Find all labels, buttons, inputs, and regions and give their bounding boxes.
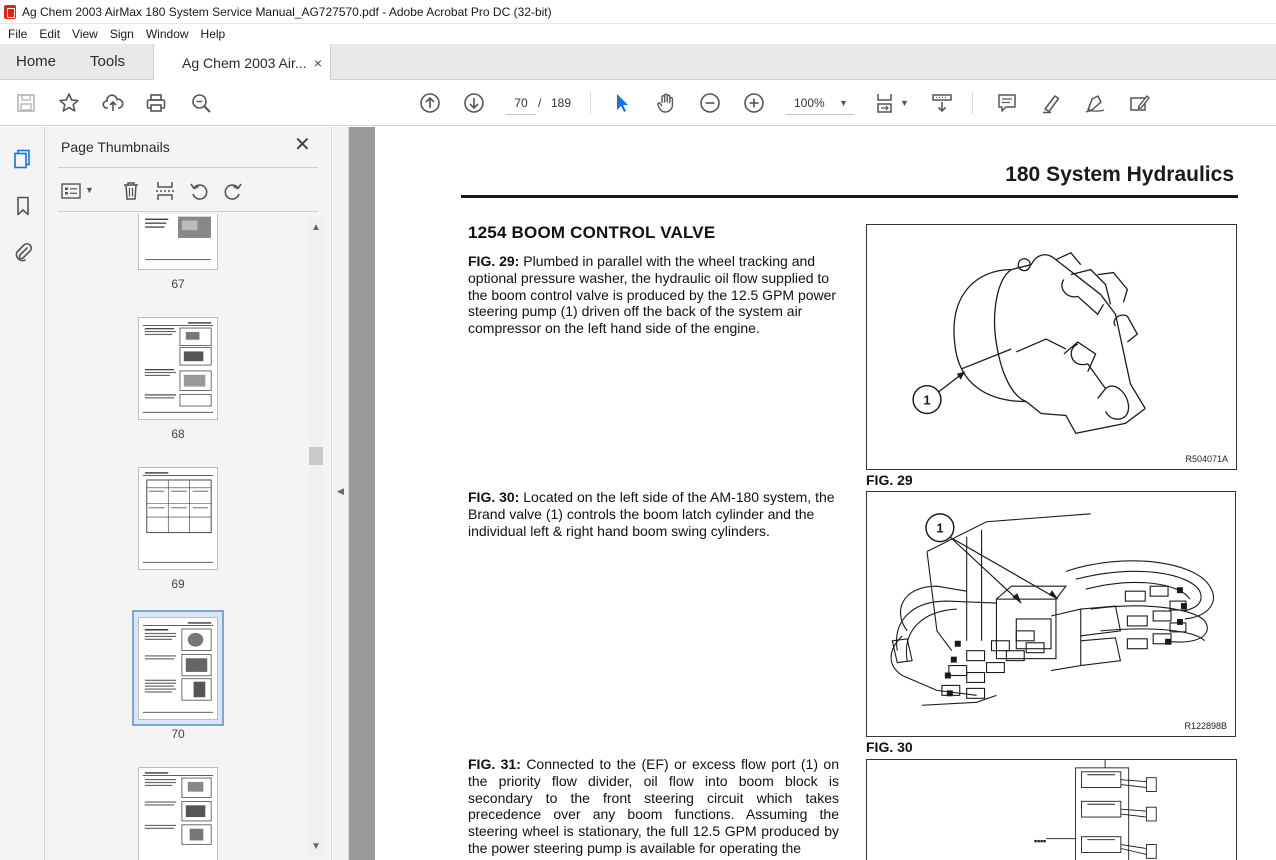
menu-file[interactable]: File	[8, 27, 28, 41]
thumbnail-list	[45, 214, 310, 860]
figure-29	[866, 224, 1237, 470]
star-icon[interactable]	[57, 91, 81, 115]
navigation-rail	[0, 127, 45, 860]
tab-home[interactable]: Home	[16, 53, 57, 70]
menu-help[interactable]: Help	[200, 27, 226, 41]
tab-tools[interactable]: Tools	[90, 53, 126, 70]
window-title: Ag Chem 2003 AirMax 180 System Service Manual_AG727570.pdf - Adobe Acrobat Pro DC (32-bit)	[22, 4, 552, 19]
comment-icon[interactable]	[995, 91, 1019, 115]
rotate-right-icon[interactable]	[221, 179, 245, 203]
draw-icon[interactable]	[1083, 91, 1107, 115]
upload-icon[interactable]	[101, 91, 125, 115]
toolbar-divider	[972, 92, 973, 114]
page-fit-icon[interactable]	[874, 91, 898, 115]
paragraph-fig-30	[468, 489, 839, 539]
thumbnail-label-69: 69	[171, 577, 185, 591]
bookmark-icon[interactable]	[11, 194, 35, 218]
select-cursor-icon[interactable]	[610, 91, 634, 115]
menu-edit[interactable]: Edit	[39, 27, 61, 41]
scroll-mode-icon[interactable]	[930, 91, 954, 115]
delete-page-icon[interactable]	[119, 179, 143, 203]
toolbar-divider	[590, 92, 591, 114]
schematic-illustration	[867, 760, 1236, 860]
thumbnail-label-68: 68	[171, 427, 185, 441]
page-thumbnails-icon[interactable]	[11, 147, 35, 171]
page-header: 180 System Hydraulics	[1005, 163, 1234, 186]
title-bar	[0, 0, 1276, 24]
page-thumbnail-70[interactable]	[138, 617, 218, 720]
zoom-out-icon[interactable]	[698, 91, 722, 115]
insert-page-icon[interactable]	[153, 179, 177, 203]
scrollbar-thumb[interactable]	[309, 447, 323, 465]
zoom-search-icon[interactable]	[189, 91, 213, 115]
attachment-icon[interactable]	[11, 240, 35, 264]
zoom-level-value: 100%	[794, 96, 825, 110]
rotate-left-icon[interactable]	[187, 179, 211, 203]
thumbnail-scrollbar[interactable]	[309, 219, 323, 857]
page-up-icon[interactable]	[418, 91, 442, 115]
figure-31	[866, 759, 1237, 860]
thumbnail-label-70: 70	[171, 727, 185, 741]
scroll-up-icon[interactable]: ▲	[311, 222, 321, 233]
fig-31-ref: FIG. 31:	[468, 756, 521, 772]
fill-sign-icon[interactable]	[1127, 91, 1151, 115]
menu-window[interactable]: Window	[145, 27, 189, 41]
save-icon[interactable]	[14, 91, 38, 115]
page-total: 189	[551, 96, 572, 110]
section-title: 1254 BOOM CONTROL VALVE	[468, 223, 716, 242]
zoom-level-select[interactable]	[786, 91, 854, 115]
collapse-panel-icon[interactable]: ◀	[337, 486, 344, 496]
thumbnail-label-67: 67	[171, 277, 185, 291]
page-thumbnails-panel	[45, 127, 332, 860]
page-thumbnail-69[interactable]	[138, 467, 218, 570]
fig-29-code: R504071A	[1185, 454, 1228, 464]
fig-29-caption: FIG. 29	[866, 472, 913, 488]
tab-document[interactable]	[153, 44, 331, 81]
menu-view[interactable]: View	[72, 27, 98, 41]
highlight-icon[interactable]	[1039, 91, 1063, 115]
page-separator: /	[538, 96, 542, 110]
fig-30-text: Located on the left side of the AM-180 system, the Brand valve (1) controls the boom latch cylinder and the individual left & right hand boom swing cylinders.	[468, 489, 835, 539]
panel-title: Page Thumbnails	[61, 139, 170, 155]
menu-sign[interactable]: Sign	[109, 27, 134, 41]
pump-illustration	[867, 225, 1236, 469]
thumbnail-options-icon[interactable]	[59, 179, 83, 203]
panel-divider	[58, 211, 318, 212]
header-rule	[461, 195, 1238, 198]
fig-30-callout: 1	[936, 520, 944, 536]
fig-30-ref: FIG. 30:	[468, 489, 520, 505]
fig-29-ref: FIG. 29:	[468, 253, 520, 269]
print-icon[interactable]	[144, 91, 168, 115]
zoom-in-icon[interactable]	[742, 91, 766, 115]
panel-divider	[58, 167, 318, 168]
fig-30-code: R122898B	[1184, 721, 1227, 731]
chevron-down-icon: ▼	[839, 98, 848, 108]
hand-icon[interactable]	[654, 91, 678, 115]
acrobat-logo-icon	[4, 5, 16, 19]
page-fit-caret-icon[interactable]: ▼	[900, 98, 909, 108]
close-icon[interactable]: ✕	[294, 134, 311, 156]
fig-30-caption: FIG. 30	[866, 739, 913, 755]
pdf-page	[375, 127, 1276, 860]
page-thumbnail-71[interactable]	[138, 767, 218, 860]
figure-30	[866, 491, 1236, 737]
page-number-input[interactable]: 70	[506, 91, 536, 115]
tab-bar	[0, 44, 1276, 80]
toolbar	[0, 80, 1276, 126]
valve-illustration	[867, 492, 1235, 736]
page-down-icon[interactable]	[462, 91, 486, 115]
panel-toolbar	[45, 171, 332, 211]
menu-bar	[0, 24, 1276, 44]
fig-31-text: Connected to the (EF) or excess flow port (1) on the priority flow divider, oil flow into boom block is secondary to the front steering circuit which takes precedence over any boom functions. Assuming the steering wheel is stationary, the full 12.5 GPM produced by the power steering pump is available for operating the	[468, 756, 839, 856]
scroll-down-icon[interactable]: ▼	[311, 841, 321, 852]
fig-29-callout: 1	[923, 392, 931, 408]
paragraph-fig-29	[468, 253, 839, 337]
page-thumbnail-67[interactable]	[138, 214, 218, 270]
options-caret-icon[interactable]: ▼	[85, 185, 94, 195]
paragraph-fig-31	[468, 756, 839, 857]
tab-document-label: Ag Chem 2003 Air...	[182, 54, 307, 71]
fig-29-text: Plumbed in parallel with the wheel tracking and optional pressure washer, the hydraulic oil flow supplied to the boom control valve is produced by the 12.5 GPM power steering pump (1) driven off the back of the system air compressor on the left hand side of the engine.	[468, 253, 837, 337]
page-thumbnail-68[interactable]	[138, 317, 218, 420]
svg-text:■■■■: ■■■■	[1034, 839, 1047, 845]
tab-close-icon[interactable]: ×	[313, 54, 323, 71]
